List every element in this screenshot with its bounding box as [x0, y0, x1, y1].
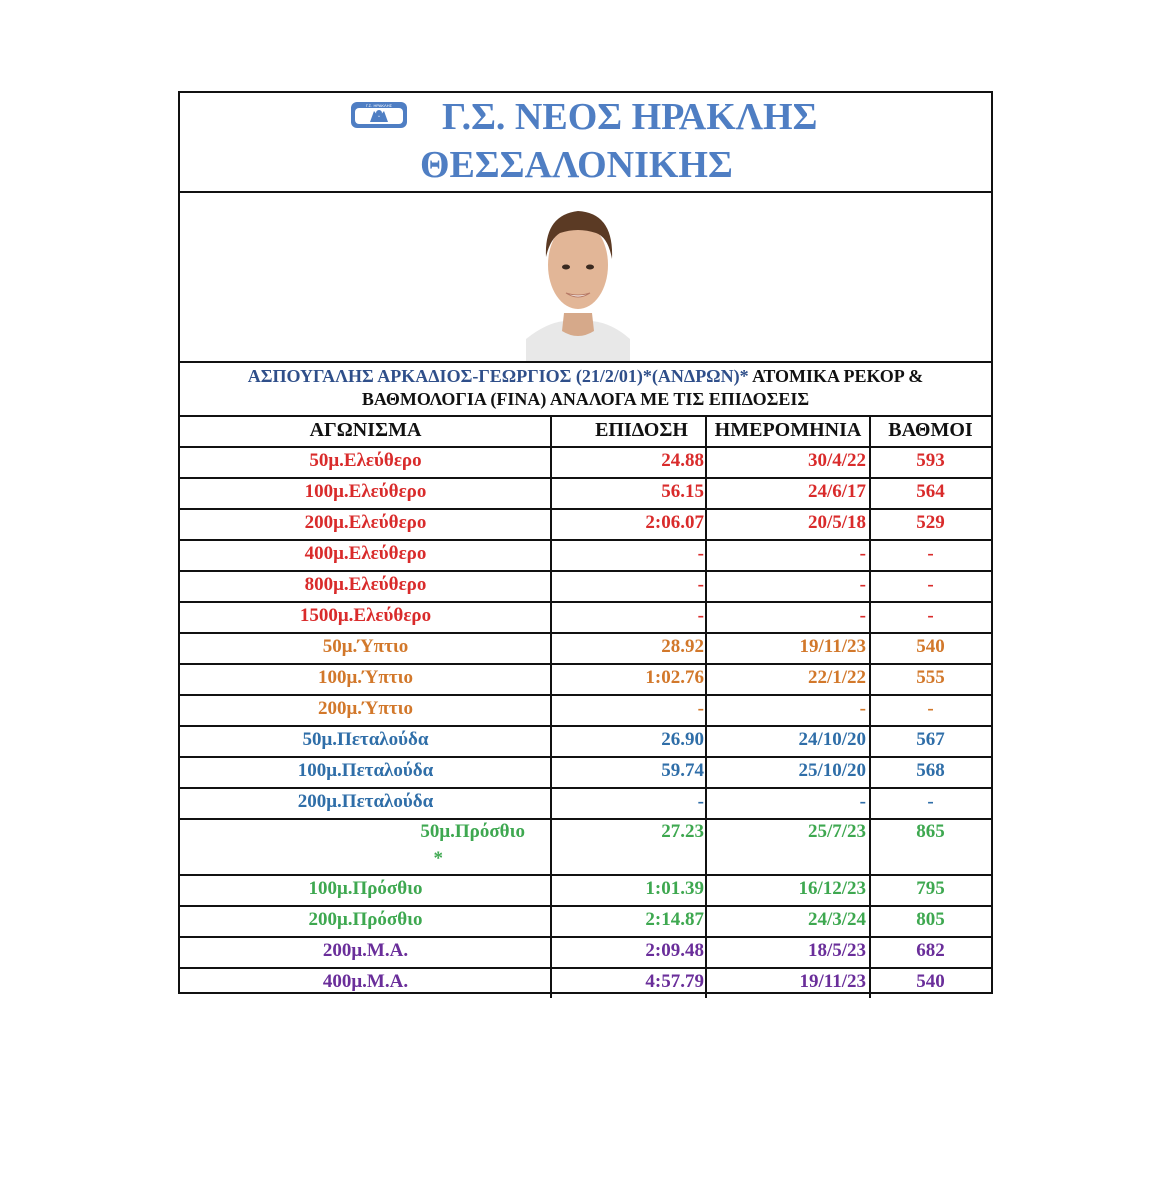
date-cell: 19/11/23: [799, 636, 866, 657]
date-cell: 22/1/22: [807, 667, 866, 688]
event-cell: [180, 818, 527, 874]
club-logo-icon: [350, 101, 408, 129]
date-cell: 25/10/20: [798, 760, 866, 781]
event-cell: 1500μ.Ελεύθερο: [299, 605, 432, 626]
points-cell: 540: [916, 971, 945, 992]
athlete-photo: [526, 201, 630, 361]
date-cell: -: [859, 698, 866, 719]
performance-cell: 2:14.87: [645, 909, 704, 930]
performance-cell: -: [697, 605, 704, 626]
column-divider: [550, 417, 552, 998]
event-cell: 200μ.Πρόσθιο: [308, 909, 423, 930]
event-cell: 100μ.Ύπτιο: [317, 667, 413, 688]
athlete-name: ΑΣΠΟΥΓΑΛΗΣ ΑΡΚΑΔΙΟΣ-ΓΕΩΡΓΙΟΣ (21/2/01)*(ΑΝΔΡΩΝ)*: [247, 366, 749, 386]
column-divider: [869, 417, 871, 998]
performance-cell: 27.23: [661, 821, 704, 842]
performance-cell: 1:01.39: [645, 878, 704, 899]
title-part1: ΑΤΟΜΙΚΑ ΡΕΚΟΡ &: [748, 366, 924, 386]
date-cell: 20/5/18: [807, 512, 866, 533]
header-points: ΒΑΘΜΟΙ: [888, 419, 973, 441]
records-sheet: [178, 91, 993, 994]
event-cell: 200μ.Ύπτιο: [317, 698, 413, 719]
header-date: ΗΜΕΡΟΜΗΝΙΑ: [714, 419, 862, 441]
athlete-title: [180, 363, 991, 413]
performance-cell: -: [697, 543, 704, 564]
performance-cell: 2:06.07: [645, 512, 704, 533]
points-cell: 805: [916, 909, 945, 930]
club-header: [180, 93, 991, 191]
event-cell: 100μ.Πρόσθιο: [308, 878, 423, 899]
date-cell: 19/11/23: [799, 971, 866, 992]
performance-cell: -: [697, 791, 704, 812]
date-cell: 18/5/23: [807, 940, 866, 961]
performance-cell: 59.74: [661, 760, 704, 781]
header-event: ΑΓΩΝΙΣΜΑ: [309, 419, 422, 441]
event-cell: 100μ.Πεταλούδα: [297, 760, 434, 781]
date-cell: -: [859, 574, 866, 595]
event-cell: 50μ.Ελεύθερο: [309, 450, 422, 471]
date-cell: 30/4/22: [807, 450, 866, 471]
date-cell: -: [859, 605, 866, 626]
column-divider: [705, 417, 707, 998]
points-cell: 567: [916, 729, 945, 750]
performance-cell: 26.90: [661, 729, 704, 750]
performance-cell: 1:02.76: [645, 667, 704, 688]
points-cell: -: [927, 605, 934, 626]
event-cell: 50μ.Ύπτιο: [322, 636, 409, 657]
points-cell: -: [927, 574, 934, 595]
event-cell: 200μ.Πεταλούδα: [297, 791, 434, 812]
date-cell: -: [859, 543, 866, 564]
points-cell: 865: [916, 821, 945, 842]
club-name-line2: ΘΕΣΣΑΛΟΝΙΚΗΣ: [420, 144, 733, 186]
performance-cell: 24.88: [661, 450, 704, 471]
points-cell: -: [927, 791, 934, 812]
performance-cell: -: [697, 698, 704, 719]
points-cell: -: [927, 698, 934, 719]
svg-text:Γ.Σ. ΗΡΑΚΛΗΣ: Γ.Σ. ΗΡΑΚΛΗΣ: [365, 103, 393, 108]
event-note: *: [433, 848, 443, 869]
points-cell: -: [927, 543, 934, 564]
points-cell: 540: [916, 636, 945, 657]
date-cell: 25/7/23: [807, 821, 866, 842]
event-cell: 400μ.Μ.Α.: [322, 971, 409, 992]
event-cell: 100μ.Ελεύθερο: [304, 481, 427, 502]
event-cell: 200μ.Μ.Α.: [322, 940, 409, 961]
event-cell: 200μ.Ελεύθερο: [304, 512, 427, 533]
club-name-line1: Γ.Σ. ΝΕΟΣ ΗΡΑΚΛΗΣ: [442, 96, 818, 138]
event-cell: 400μ.Ελεύθερο: [304, 543, 427, 564]
date-cell: 24/3/24: [807, 909, 866, 930]
divider: [180, 191, 991, 193]
performance-cell: -: [697, 574, 704, 595]
performance-cell: 2:09.48: [645, 940, 704, 961]
points-cell: 795: [916, 878, 945, 899]
points-cell: 555: [916, 667, 945, 688]
event-cell: 800μ.Ελεύθερο: [304, 574, 427, 595]
points-cell: 564: [916, 481, 945, 502]
header-performance: ΕΠΙΔΟΣΗ: [595, 419, 688, 441]
date-cell: -: [859, 791, 866, 812]
event-label: 50μ.Πρόσθιο: [420, 821, 525, 842]
date-cell: 24/10/20: [798, 729, 866, 750]
points-cell: 593: [916, 450, 945, 471]
performance-cell: 28.92: [661, 636, 704, 657]
points-cell: 529: [916, 512, 945, 533]
performance-cell: 4:57.79: [645, 971, 704, 992]
points-cell: 682: [916, 940, 945, 961]
date-cell: 24/6/17: [807, 481, 866, 502]
points-cell: 568: [916, 760, 945, 781]
date-cell: 16/12/23: [798, 878, 866, 899]
performance-cell: 56.15: [661, 481, 704, 502]
title-line2: ΒΑΘΜΟΛΟΓΙΑ (FINA) ΑΝΑΛΟΓΑ ΜΕ ΤΙΣ ΕΠΙΔΟΣΕΙΣ: [361, 389, 810, 409]
event-cell: 50μ.Πεταλούδα: [302, 729, 429, 750]
